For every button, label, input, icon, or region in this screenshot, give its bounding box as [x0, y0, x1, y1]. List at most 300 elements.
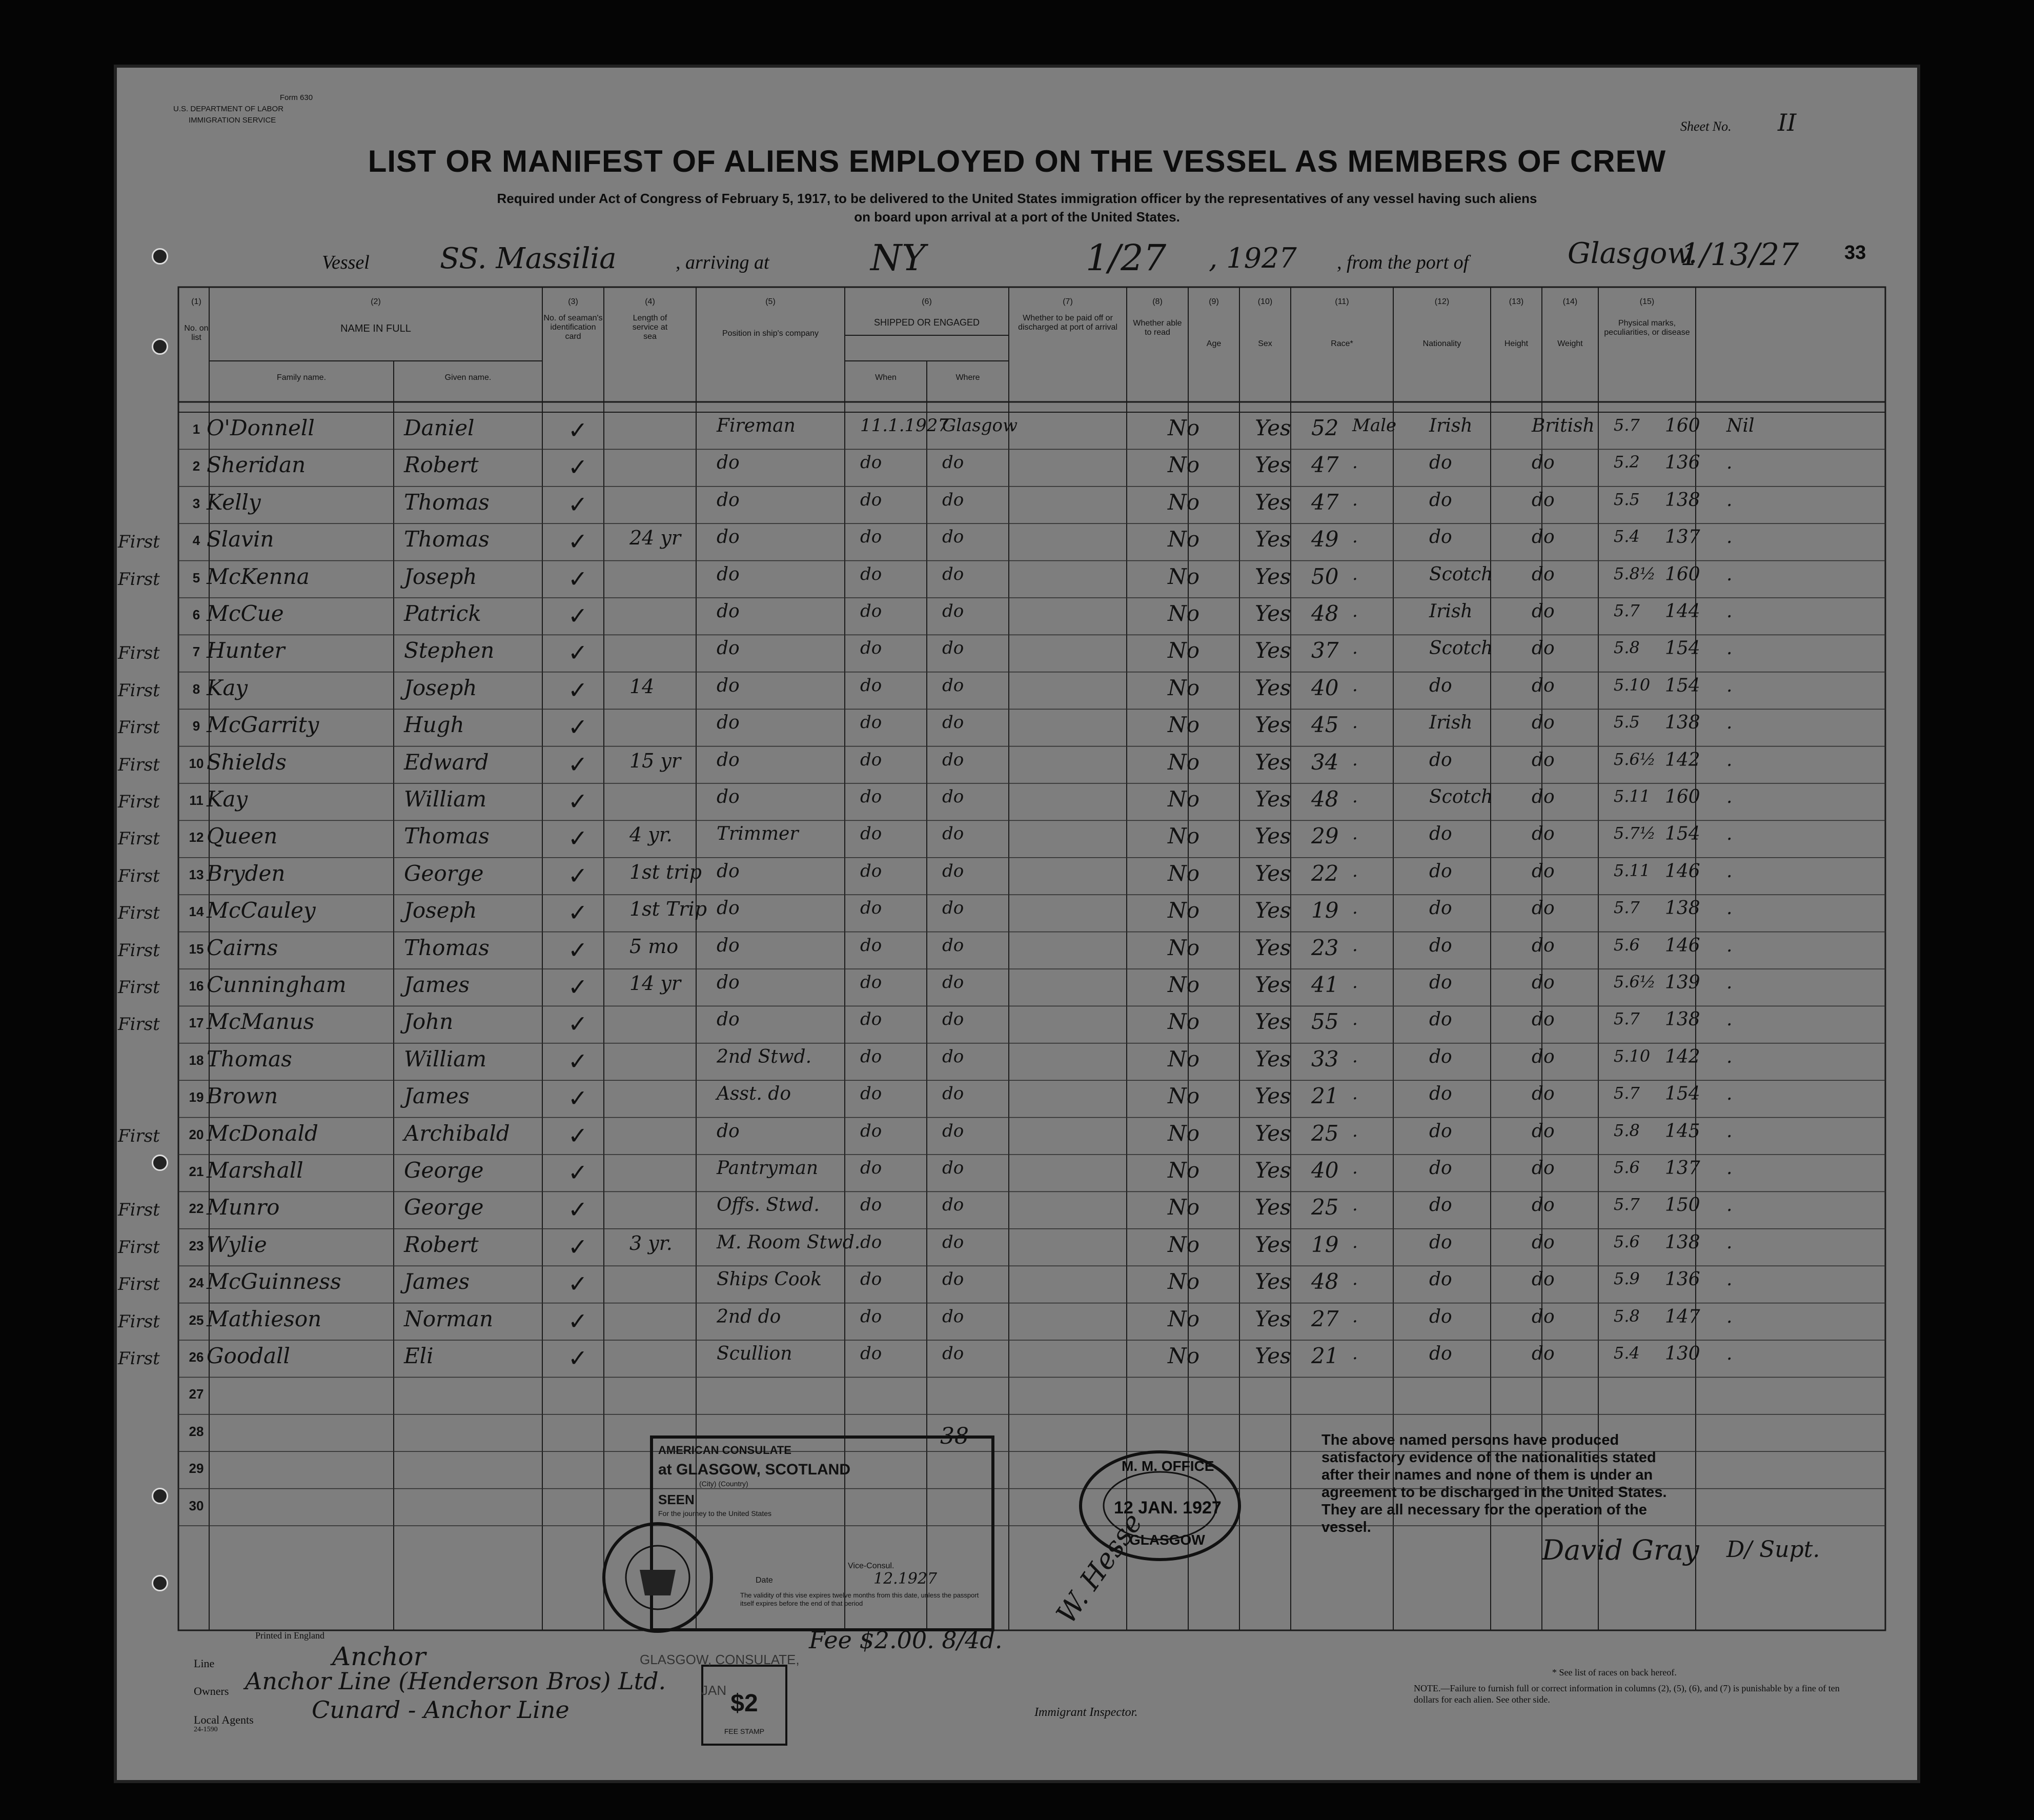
cell-when: do: [860, 675, 882, 696]
row-number: 28: [189, 1423, 204, 1439]
col-3-number: (3): [568, 297, 578, 306]
cell-marks: .: [1726, 1306, 1733, 1327]
col-1-header: No. on list: [184, 324, 209, 342]
cell-when: do: [860, 1009, 882, 1030]
cell-marks: .: [1726, 749, 1733, 771]
cell-marks: .: [1726, 786, 1733, 807]
cell-age: 48: [1311, 601, 1339, 626]
table-row: [117, 1006, 1917, 1043]
cell-position: Asst. do: [717, 1083, 791, 1105]
col-2b-header: Given name.: [444, 373, 492, 382]
cell-sex: .: [1352, 1231, 1358, 1252]
cell-sex: Male: [1352, 415, 1397, 436]
subtitle-line-1: Required under Act of Congress of February 5, 1917, to be delivered to the United States immigration officer by the representatives of any vessel having such aliens: [497, 191, 1537, 206]
cell-read: Yes: [1255, 1306, 1291, 1331]
cell-family: Bryden: [207, 860, 286, 886]
cell-height: 5.6: [1614, 935, 1640, 955]
cell-given: William: [404, 1046, 487, 1071]
cell-read: Yes: [1255, 972, 1291, 997]
cell-nationality: do: [1532, 452, 1555, 474]
cell-family: McManus: [207, 1009, 315, 1035]
cell-position: do: [717, 601, 740, 622]
cell-weight: 138: [1665, 1009, 1700, 1030]
cell-weight: 137: [1665, 1158, 1700, 1179]
cell-height: 5.8: [1614, 1120, 1640, 1140]
row-number: 7: [192, 644, 200, 660]
cell-given: Eli: [404, 1343, 434, 1368]
margin-note: First: [118, 792, 160, 812]
margin-note: First: [118, 940, 160, 961]
cell-marks: .: [1726, 1195, 1733, 1216]
cell-where: do: [942, 1306, 964, 1327]
cell-when: do: [860, 1343, 882, 1364]
cell-nationality: do: [1532, 675, 1555, 696]
cell-age: 33: [1311, 1046, 1339, 1071]
id-card-checkmark: ✓: [568, 1271, 588, 1298]
cell-nationality: British: [1532, 415, 1595, 436]
cell-nationality: do: [1532, 898, 1555, 919]
table-row: [117, 1303, 1917, 1340]
col-13-number: (13): [1509, 297, 1524, 306]
cell-position: do: [717, 898, 740, 919]
table-row: [117, 1155, 1917, 1191]
cell-position: do: [717, 638, 740, 659]
fee-stamp: [701, 1665, 787, 1746]
table-row: [117, 1043, 1917, 1080]
col-9-header: Age: [1206, 339, 1222, 348]
col-4-number: (4): [645, 297, 655, 306]
col-7-number: (7): [1063, 297, 1073, 306]
cell-service: 1st trip: [629, 860, 702, 883]
cell-sex: .: [1352, 1269, 1358, 1290]
cell-marks: .: [1726, 1269, 1733, 1290]
form-code: 24-1590: [194, 1726, 218, 1733]
cell-when: do: [860, 823, 882, 844]
col-6-number: (6): [922, 297, 932, 306]
table-row: [117, 1377, 1917, 1414]
row-number: 3: [192, 495, 200, 511]
cell-marks: .: [1726, 675, 1733, 696]
cell-paid: No: [1168, 935, 1200, 960]
cell-paid: No: [1168, 527, 1200, 552]
row-number: 1: [192, 421, 200, 437]
cell-height: 5.4: [1614, 527, 1640, 547]
cell-age: 23: [1311, 935, 1339, 960]
cell-when: do: [860, 1306, 882, 1327]
arriving-port: NY: [870, 237, 926, 279]
cell-where: do: [942, 972, 964, 993]
row-number: 10: [189, 755, 204, 771]
cell-height: 5.7: [1614, 415, 1640, 435]
cell-read: Yes: [1255, 860, 1291, 886]
cell-nationality: do: [1532, 1306, 1555, 1327]
penalty-note: NOTE.—Failure to furnish full or correct information in columns (2), (5), (6), and (7) is punishable by a fine of ten dollars for each alien. See other side.: [1414, 1683, 1840, 1705]
id-card-checkmark: ✓: [568, 1085, 588, 1112]
col-7-header: Whether to be paid off or discharged at port of arrival: [1018, 314, 1117, 332]
id-card-checkmark: ✓: [568, 900, 588, 926]
cell-position: do: [717, 972, 740, 993]
cell-service: 14 yr: [629, 972, 681, 995]
table-row: [117, 672, 1917, 709]
cell-age: 22: [1311, 860, 1339, 886]
cell-when: do: [860, 898, 882, 919]
cell-service: 5 mo: [629, 935, 679, 958]
cell-position: do: [717, 489, 740, 511]
owners-value: Anchor Line (Henderson Bros) Ltd.: [245, 1667, 666, 1695]
id-card-checkmark: ✓: [568, 974, 588, 1000]
cell-marks: .: [1726, 601, 1733, 622]
races-footnote: * See list of races on back hereof.: [1552, 1667, 1677, 1677]
cell-nationality: do: [1532, 1269, 1555, 1290]
cell-family: Slavin: [207, 527, 274, 552]
cell-paid: No: [1168, 898, 1200, 923]
cell-sex: .: [1352, 675, 1358, 696]
cell-paid: No: [1168, 601, 1200, 626]
cell-given: George: [404, 1158, 484, 1183]
cell-weight: 150: [1665, 1195, 1700, 1216]
cell-weight: 138: [1665, 1231, 1700, 1253]
cell-age: 49: [1311, 527, 1339, 552]
cell-nationality: do: [1532, 1120, 1555, 1142]
stamp-number: 38: [940, 1423, 969, 1449]
cell-given: James: [404, 972, 470, 997]
cell-race: do: [1429, 452, 1452, 474]
cell-age: 55: [1311, 1009, 1339, 1035]
cell-nationality: do: [1532, 860, 1555, 882]
cell-age: 19: [1311, 898, 1339, 923]
cell-where: do: [942, 749, 964, 770]
cell-when: do: [860, 563, 882, 584]
cell-position: do: [717, 675, 740, 696]
margin-note: First: [118, 1274, 160, 1295]
col-6a-header: When: [875, 373, 897, 382]
cell-paid: No: [1168, 1158, 1200, 1183]
cell-read: Yes: [1255, 1083, 1291, 1109]
id-card-checkmark: ✓: [568, 677, 588, 703]
cell-family: Goodall: [207, 1343, 290, 1368]
service-label: IMMIGRATION SERVICE: [189, 116, 276, 125]
cell-given: George: [404, 860, 484, 886]
cell-race: Scotch: [1429, 563, 1493, 585]
cell-when: do: [860, 1269, 882, 1290]
cell-where: do: [942, 823, 964, 844]
cell-marks: .: [1726, 898, 1733, 919]
cell-family: Cunningham: [207, 972, 347, 997]
margin-note: First: [118, 569, 160, 590]
cell-marks: .: [1726, 1231, 1733, 1253]
cell-where: do: [942, 1195, 964, 1216]
table-row: [117, 635, 1917, 672]
margin-note: First: [118, 643, 160, 664]
cell-race: Irish: [1429, 415, 1473, 436]
cell-where: do: [942, 489, 964, 510]
cell-nationality: do: [1532, 1158, 1555, 1179]
cell-marks: .: [1726, 563, 1733, 585]
cell-given: Thomas: [404, 935, 490, 960]
cell-given: Edward: [404, 749, 489, 775]
consulate-stamp-seen: SEEN: [658, 1492, 695, 1507]
id-card-checkmark: ✓: [568, 491, 588, 518]
table-row: [117, 1266, 1917, 1303]
id-card-checkmark: ✓: [568, 1233, 588, 1260]
cell-family: McDonald: [207, 1120, 318, 1146]
cell-race: do: [1429, 1306, 1452, 1327]
cell-read: Yes: [1255, 527, 1291, 552]
cell-sex: .: [1352, 712, 1358, 733]
cell-where: do: [942, 1046, 964, 1067]
cell-read: Yes: [1255, 1231, 1291, 1257]
page-title: LIST OR MANIFEST OF ALIENS EMPLOYED ON THE VESSEL AS MEMBERS OF CREW: [368, 144, 1666, 178]
col-12-number: (12): [1434, 297, 1450, 306]
cell-age: 25: [1311, 1195, 1339, 1220]
id-card-checkmark: ✓: [568, 1011, 588, 1038]
cell-read: Yes: [1255, 563, 1291, 589]
cell-marks: .: [1726, 1120, 1733, 1142]
cell-weight: 142: [1665, 1046, 1700, 1067]
vessel-label: Vessel: [322, 252, 370, 273]
cell-position: do: [717, 935, 740, 956]
stamp-date-value: 12.1927: [873, 1570, 938, 1588]
cell-nationality: do: [1532, 712, 1555, 734]
cell-sex: .: [1352, 1083, 1358, 1104]
cell-weight: 160: [1665, 415, 1700, 436]
cell-given: Hugh: [404, 712, 464, 738]
row-number: 27: [189, 1386, 204, 1402]
cell-when: do: [860, 1120, 882, 1141]
cell-where: Glasgow: [942, 415, 1018, 436]
table-row: [117, 1080, 1917, 1117]
margin-note: First: [118, 865, 160, 886]
cell-height: 5.5: [1614, 712, 1640, 732]
cell-position: Offs. Stwd.: [717, 1195, 820, 1216]
cell-weight: 147: [1665, 1306, 1700, 1327]
margin-note: First: [118, 977, 160, 998]
stamp-validity-text: The validity of this vise expires twelve months from this date, unless the passport itself expires before the end of that period: [740, 1591, 979, 1607]
cell-paid: No: [1168, 563, 1200, 589]
col-6b-header: Where: [955, 373, 980, 382]
agents-label: Local Agents: [194, 1713, 254, 1726]
cell-given: George: [404, 1195, 484, 1220]
cell-race: Scotch: [1429, 638, 1493, 659]
table-row: [117, 932, 1917, 969]
table-row: [117, 449, 1917, 486]
cell-height: 5.7: [1614, 1195, 1640, 1215]
cell-position: do: [717, 860, 740, 882]
cell-race: do: [1429, 1046, 1452, 1067]
cell-given: Joseph: [404, 675, 477, 700]
cell-marks: .: [1726, 972, 1733, 993]
cell-race: Irish: [1429, 712, 1473, 734]
cell-sex: .: [1352, 601, 1358, 621]
cell-height: 5.10: [1614, 1046, 1651, 1066]
margin-note: First: [118, 1311, 160, 1332]
cell-read: Yes: [1255, 786, 1291, 812]
cell-height: 5.5: [1614, 489, 1640, 509]
consulate-stamp-line-1: AMERICAN CONSULATE: [658, 1444, 791, 1457]
cell-paid: No: [1168, 749, 1200, 775]
row-number: 19: [189, 1089, 204, 1105]
cell-family: Hunter: [207, 638, 285, 663]
cell-where: do: [942, 527, 964, 548]
id-card-checkmark: ✓: [568, 417, 588, 443]
agents-value: Cunard - Anchor Line: [312, 1696, 569, 1724]
cell-when: do: [860, 786, 882, 807]
stamp-date-label: Date: [756, 1576, 773, 1585]
table-row: [117, 487, 1917, 523]
margin-note: First: [118, 680, 160, 701]
cell-marks: .: [1726, 1158, 1733, 1179]
row-number: 16: [189, 978, 204, 994]
sheet-label: Sheet No.: [1680, 119, 1732, 134]
cell-read: Yes: [1255, 415, 1291, 440]
cell-height: 5.6½: [1614, 749, 1656, 769]
consular-seal: [599, 1519, 717, 1636]
cell-where: do: [942, 935, 964, 956]
cell-age: 19: [1311, 1231, 1339, 1257]
margin-note: First: [118, 1014, 160, 1035]
cell-weight: 154: [1665, 823, 1700, 845]
row-number: 5: [192, 570, 200, 585]
margin-note: First: [118, 1125, 160, 1146]
arriving-label: , arriving at: [676, 252, 769, 273]
cell-weight: 137: [1665, 527, 1700, 548]
cell-family: Queen: [207, 823, 278, 849]
cell-marks: .: [1726, 1046, 1733, 1067]
row-number: 25: [189, 1312, 204, 1328]
cell-when: do: [860, 1046, 882, 1067]
col-5-header: Position in ship's company: [722, 329, 819, 338]
cell-weight: 154: [1665, 638, 1700, 659]
fee-text: Fee $2.00. 8/4d.: [809, 1626, 1003, 1654]
cell-service: 3 yr.: [629, 1231, 673, 1255]
cell-race: do: [1429, 935, 1452, 956]
cell-height: 5.11: [1614, 860, 1651, 880]
cell-service: 1st Trip: [629, 898, 707, 921]
cell-family: McCauley: [207, 898, 316, 923]
cell-sex: .: [1352, 1343, 1358, 1364]
id-card-checkmark: ✓: [568, 529, 588, 555]
cell-given: Thomas: [404, 823, 490, 849]
fee-stamp-month: JAN: [701, 1683, 727, 1698]
inspector-signature: W. Hesse: [1050, 1507, 1149, 1630]
cell-where: do: [942, 1083, 964, 1104]
cell-read: Yes: [1255, 749, 1291, 775]
cell-weight: 138: [1665, 489, 1700, 511]
cell-read: Yes: [1255, 489, 1291, 515]
cell-when: do: [860, 749, 882, 770]
row-number: 9: [192, 718, 200, 734]
cell-age: 47: [1311, 489, 1339, 515]
cell-weight: 136: [1665, 452, 1700, 474]
cell-given: Joseph: [404, 898, 477, 923]
cell-family: McCue: [207, 601, 284, 626]
line-value: Anchor: [332, 1642, 426, 1671]
cell-given: James: [404, 1083, 470, 1109]
line-label: Line: [194, 1657, 215, 1670]
cell-read: Yes: [1255, 1195, 1291, 1220]
cell-sex: .: [1352, 749, 1358, 770]
manifest-sheet: [117, 68, 1917, 1780]
cell-paid: No: [1168, 1046, 1200, 1071]
col-2-number: (2): [371, 297, 381, 306]
cell-nationality: do: [1532, 563, 1555, 585]
cell-marks: Nil: [1726, 415, 1755, 436]
mm-office-stamp-date: 12 JAN. 1927: [1114, 1498, 1222, 1518]
cell-height: 5.11: [1614, 786, 1651, 806]
id-card-checkmark: ✓: [568, 751, 588, 778]
cell-marks: .: [1726, 860, 1733, 882]
cell-weight: 154: [1665, 1083, 1700, 1105]
cell-weight: 139: [1665, 972, 1700, 993]
table-row: [117, 858, 1917, 895]
cell-nationality: do: [1532, 749, 1555, 771]
col-8-number: (8): [1152, 297, 1163, 306]
cell-position: do: [717, 563, 740, 585]
fee-stamp-value: $2: [730, 1690, 758, 1717]
cell-sex: .: [1352, 638, 1358, 659]
from-port: Glasgow.: [1568, 237, 1698, 270]
cell-weight: 142: [1665, 749, 1700, 771]
mm-office-stamp-top: M. M. OFFICE: [1122, 1458, 1214, 1474]
cell-paid: No: [1168, 1195, 1200, 1220]
row-number: 6: [192, 607, 200, 622]
cell-given: Joseph: [404, 563, 477, 589]
cell-race: do: [1429, 1269, 1452, 1290]
cell-race: do: [1429, 527, 1452, 548]
row-number: 18: [189, 1052, 204, 1068]
cell-weight: 138: [1665, 712, 1700, 734]
cell-position: Ships Cook: [717, 1269, 822, 1290]
cell-given: Robert: [404, 452, 479, 478]
cell-given: Thomas: [404, 527, 490, 552]
cell-family: Munro: [207, 1195, 280, 1220]
cell-paid: No: [1168, 823, 1200, 849]
cell-when: do: [860, 712, 882, 733]
cell-sex: .: [1352, 1158, 1358, 1178]
cell-race: do: [1429, 675, 1452, 696]
cell-position: 2nd Stwd.: [717, 1046, 812, 1067]
row-number: 20: [189, 1126, 204, 1142]
cell-sex: .: [1352, 1195, 1358, 1216]
cell-where: do: [942, 1158, 964, 1178]
cell-when: do: [860, 972, 882, 993]
cell-given: William: [404, 786, 487, 812]
department-label: U.S. DEPARTMENT OF LABOR: [173, 105, 284, 113]
cell-when: do: [860, 1195, 882, 1216]
cell-height: 5.8: [1614, 638, 1640, 658]
id-card-checkmark: ✓: [568, 788, 588, 815]
cell-weight: 154: [1665, 675, 1700, 696]
cell-when: do: [860, 601, 882, 621]
cell-weight: 160: [1665, 786, 1700, 807]
cell-family: Marshall: [207, 1158, 303, 1183]
cell-height: 5.7: [1614, 601, 1640, 620]
margin-note: First: [118, 1200, 160, 1221]
cell-sex: .: [1352, 823, 1358, 844]
cell-given: Daniel: [404, 415, 475, 440]
cell-race: do: [1429, 489, 1452, 511]
cell-sex: .: [1352, 1046, 1358, 1067]
cell-age: 48: [1311, 1269, 1339, 1295]
col-12-header: Nationality: [1422, 339, 1461, 348]
cell-given: Archibald: [404, 1120, 510, 1146]
consulate-stamp-line-5: For the journey to the United States: [658, 1509, 772, 1518]
signature-title: D/ Supt.: [1726, 1536, 1820, 1563]
cell-where: do: [942, 1343, 964, 1364]
cell-marks: .: [1726, 1009, 1733, 1030]
cell-where: do: [942, 1269, 964, 1290]
arrival-date: 1/27: [1086, 237, 1167, 279]
